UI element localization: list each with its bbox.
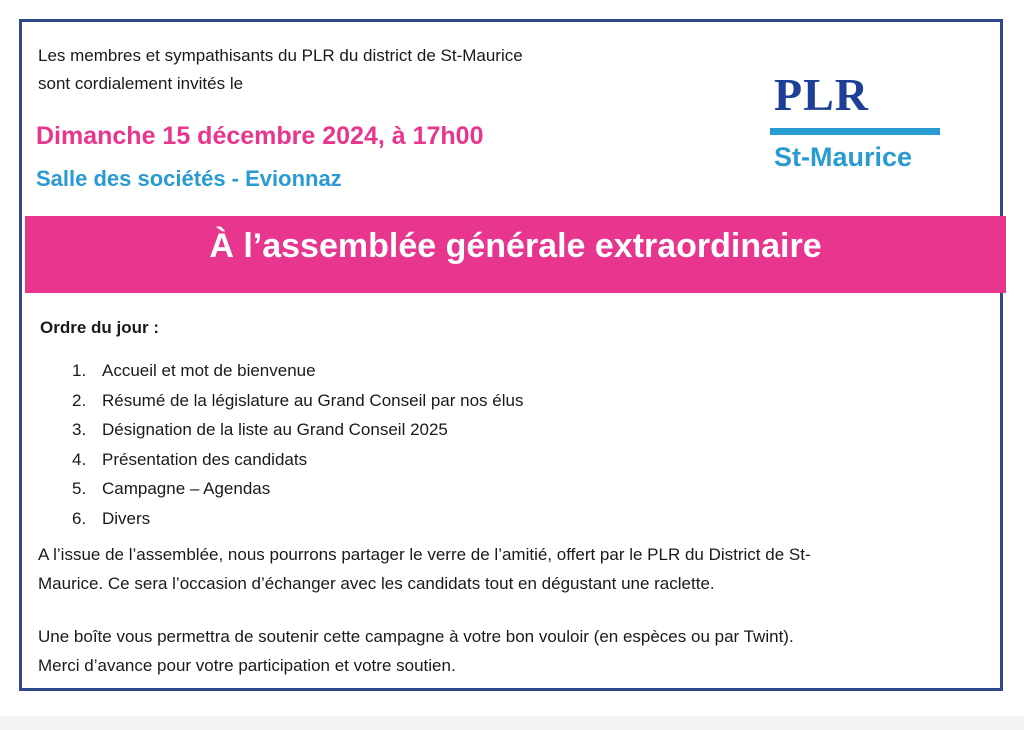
- agenda-item-number: 4.: [72, 449, 87, 469]
- logo-name: PLR: [774, 69, 869, 120]
- agenda-item-text: Accueil et mot de bienvenue: [102, 361, 316, 380]
- event-venue: Salle des sociétés - Evionnaz: [36, 166, 342, 191]
- agenda-item-text: Désignation de la liste au Grand Conseil 2025: [102, 420, 448, 440]
- banner-title: À l’assemblée générale extraordinaire: [209, 227, 822, 265]
- agenda-item-number: 1.: [72, 361, 87, 380]
- agenda-item-number: 2.: [72, 390, 87, 410]
- list-item: [72, 356, 523, 386]
- agenda-item-text: Présentation des candidats: [102, 449, 308, 469]
- agenda-item-text: Divers: [102, 508, 151, 528]
- agenda-item-number: 6.: [72, 508, 87, 528]
- list-item: [72, 474, 523, 504]
- plr-logo: [762, 32, 942, 192]
- agenda-heading: Ordre du jour :: [40, 318, 159, 337]
- closing-paragraph-1-line-1: A l’issue de l’assemblée, nous pourrons partager le verre de l’amitié, offert par le PLR du District de St-: [38, 545, 811, 564]
- list-item: [72, 504, 523, 534]
- list-item: [72, 445, 523, 475]
- closing-paragraph-2-line-1: Une boîte vous permettra de soutenir cette campagne à votre bon vouloir (en espèces ou par Twint).: [38, 627, 794, 646]
- event-date: Dimanche 15 décembre 2024, à 17h00: [36, 122, 484, 150]
- intro-text: [38, 42, 523, 98]
- logo-subtitle: St-Maurice: [774, 142, 913, 172]
- logo-divider: [770, 128, 940, 135]
- intro-line-2: sont cordialement invités le: [38, 74, 244, 93]
- agenda-item-number: 5.: [72, 479, 87, 499]
- closing-paragraph-1-line-2: Maurice. Ce sera l’occasion d’échanger avec les candidats tout en dégustant une raclette.: [38, 574, 715, 593]
- agenda-list: [72, 356, 523, 534]
- invitation-frame: [19, 19, 1003, 691]
- intro-line-1: Les membres et sympathisants du PLR du district de St-Maurice: [38, 46, 523, 65]
- closing-paragraph-1: [38, 540, 988, 598]
- agenda-item-text: Campagne – Agendas: [102, 479, 271, 499]
- page-bottom-strip: [0, 716, 1024, 730]
- list-item: [72, 415, 523, 445]
- closing-paragraph-2-line-2: Merci d’avance pour votre participation et votre soutien.: [38, 656, 456, 675]
- agenda-item-number: 3.: [72, 420, 87, 440]
- closing-paragraph-2: [38, 622, 988, 680]
- agenda-item-text: Résumé de la législature au Grand Conseil par nos élus: [102, 390, 524, 410]
- list-item: [72, 386, 523, 416]
- assembly-banner: [25, 216, 1006, 293]
